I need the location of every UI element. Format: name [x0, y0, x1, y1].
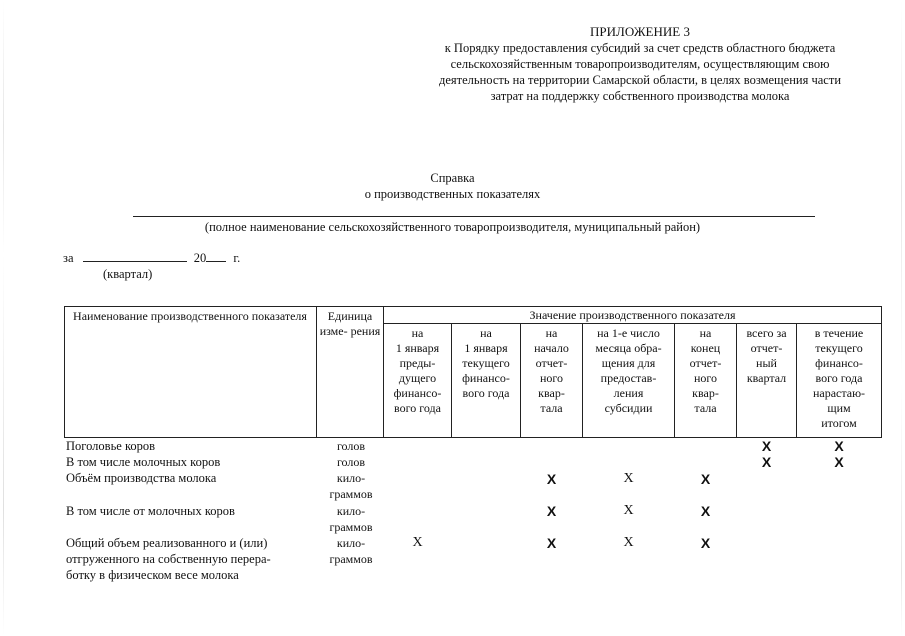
appendix-line: к Порядку предоставления субсидий за счет средств областного бюджета [444, 41, 836, 55]
row-unit-line: кило- [336, 471, 366, 485]
year-prefix: 20 [193, 251, 207, 265]
header-col-line: на [699, 326, 712, 340]
row-mark: X [761, 454, 772, 470]
row-label: Объём производства молока [66, 471, 217, 485]
year-suffix: г. [233, 251, 241, 265]
row-label-line: отгруженного на собственную перера- [66, 552, 271, 566]
header-col-line: текущего [815, 341, 863, 355]
header-col-line: вого года [815, 371, 863, 385]
row-unit-line: граммов [329, 487, 373, 501]
appendix-line: деятельность на территории Самарской области, в целях возмещения части [438, 73, 842, 87]
header-col-line: на 1-е число [597, 326, 660, 340]
scan-edge-left [3, 0, 4, 636]
header-col-line: 1 января [395, 341, 440, 355]
header-col-line: всего за [746, 326, 787, 340]
row-unit [318, 535, 384, 567]
header-col-line: предостав- [600, 371, 657, 385]
header-col-line: квар- [692, 386, 719, 400]
header-col-line: вого года [462, 386, 510, 400]
header-col-line: текущего [462, 356, 510, 370]
appendix-heading: ПРИЛОЖЕНИЕ 3 [590, 24, 690, 39]
row-mark: X [546, 503, 557, 519]
header-col-line: квар- [538, 386, 565, 400]
table-border-right [881, 306, 882, 438]
header-col-line: финансо- [393, 386, 442, 400]
row-mark: X [700, 471, 711, 487]
header-col-line: щим [827, 401, 851, 415]
row-unit: голов [336, 455, 366, 469]
row-unit [318, 503, 384, 535]
header-col-line: на [480, 326, 492, 340]
row-unit-line: кило- [336, 504, 366, 518]
header-value-group: Значение производственного показателя [529, 308, 736, 322]
header-col-line: квартал [746, 371, 787, 385]
row-unit-line: граммов [329, 520, 373, 534]
appendix-line: сельскохозяйственным товаропроизводителям, осуществляющим свою [450, 57, 830, 71]
appendix-line: затрат на поддержку собственного производства молока [490, 89, 790, 103]
header-col-4 [583, 326, 674, 416]
scan-edge-right [901, 0, 902, 636]
header-col-line: преды- [399, 356, 436, 370]
header-col-line: нарастаю- [812, 386, 866, 400]
row-mark: X [834, 438, 844, 454]
header-col-line: отчет- [535, 356, 568, 370]
header-col-line: на [411, 326, 424, 340]
quarter-caption: (квартал) [103, 267, 153, 281]
header-col-line: дущего [398, 371, 437, 385]
header-col-line: месяца обра- [595, 341, 662, 355]
header-col-line: начало [534, 341, 569, 355]
header-col-line: отчет- [750, 341, 783, 355]
header-col-line: тала [540, 401, 563, 415]
row-mark: X [700, 503, 711, 519]
header-unit: Единица изме- рения [319, 309, 381, 338]
title-line-2: о производственных показателях [364, 187, 541, 201]
header-col-line: вого года [394, 401, 441, 415]
row-mark: X [546, 471, 557, 487]
row-mark: X [623, 471, 634, 486]
header-col-7 [797, 326, 881, 431]
header-col-1 [384, 326, 451, 416]
header-col-line: ления [613, 386, 644, 400]
column-divider [316, 306, 317, 438]
row-unit: голов [336, 439, 366, 453]
header-col-5 [675, 326, 736, 416]
period-prefix: за [63, 251, 74, 265]
header-col-line: отчет- [689, 356, 722, 370]
row-label: В том числе молочных коров [66, 455, 221, 469]
row-mark: X [412, 535, 423, 550]
header-col-3 [521, 326, 582, 416]
header-col-line: 1 января [464, 341, 508, 355]
row-mark: X [761, 438, 772, 454]
table-border-left [64, 306, 65, 438]
header-col-line: ного [693, 371, 718, 385]
header-col-line: ного [539, 371, 564, 385]
header-col-2 [452, 326, 520, 401]
row-mark: X [834, 454, 844, 470]
header-col-line: щения для [601, 356, 656, 370]
appendix-block [380, 24, 900, 104]
row-label-line: ботку в физическом весе молока [66, 568, 239, 582]
row-mark: X [546, 535, 557, 551]
header-col-line: на [545, 326, 558, 340]
document-title [0, 170, 905, 202]
header-name: Наименование производственного показателя [73, 309, 307, 323]
header-col-line: итогом [821, 416, 857, 430]
row-mark: X [623, 503, 634, 518]
header-col-line: финансо- [815, 356, 863, 370]
header-col-line: конец [690, 341, 721, 355]
producer-caption: (полное наименование сельскохозяйственного товаропроизводителя, муниципальный район) [204, 220, 701, 234]
period-line [63, 250, 240, 266]
quarter-blank [83, 251, 187, 262]
producer-name-blank [133, 216, 815, 217]
row-label: Поголовье коров [66, 439, 156, 453]
title-line-1: Справка [430, 171, 475, 185]
group-header-divider [383, 323, 882, 324]
row-unit-line: граммов [329, 552, 373, 566]
header-col-6 [737, 326, 796, 386]
header-col-line: ный [756, 356, 777, 370]
row-unit-line: кило- [336, 536, 366, 550]
row-mark: X [623, 535, 634, 550]
header-col-line: финансо- [462, 371, 510, 385]
row-label: В том числе от молочных коров [66, 504, 235, 518]
year-blank [206, 251, 226, 262]
row-mark: X [700, 535, 711, 551]
table-border-top [64, 306, 882, 307]
header-col-line: в течение [814, 326, 864, 340]
row-label [66, 535, 316, 583]
header-col-line: субсидии [604, 401, 653, 415]
row-label-line: Общий объем реализованного и (или) [66, 536, 268, 550]
row-unit [318, 470, 384, 502]
header-col-line: тала [694, 401, 717, 415]
